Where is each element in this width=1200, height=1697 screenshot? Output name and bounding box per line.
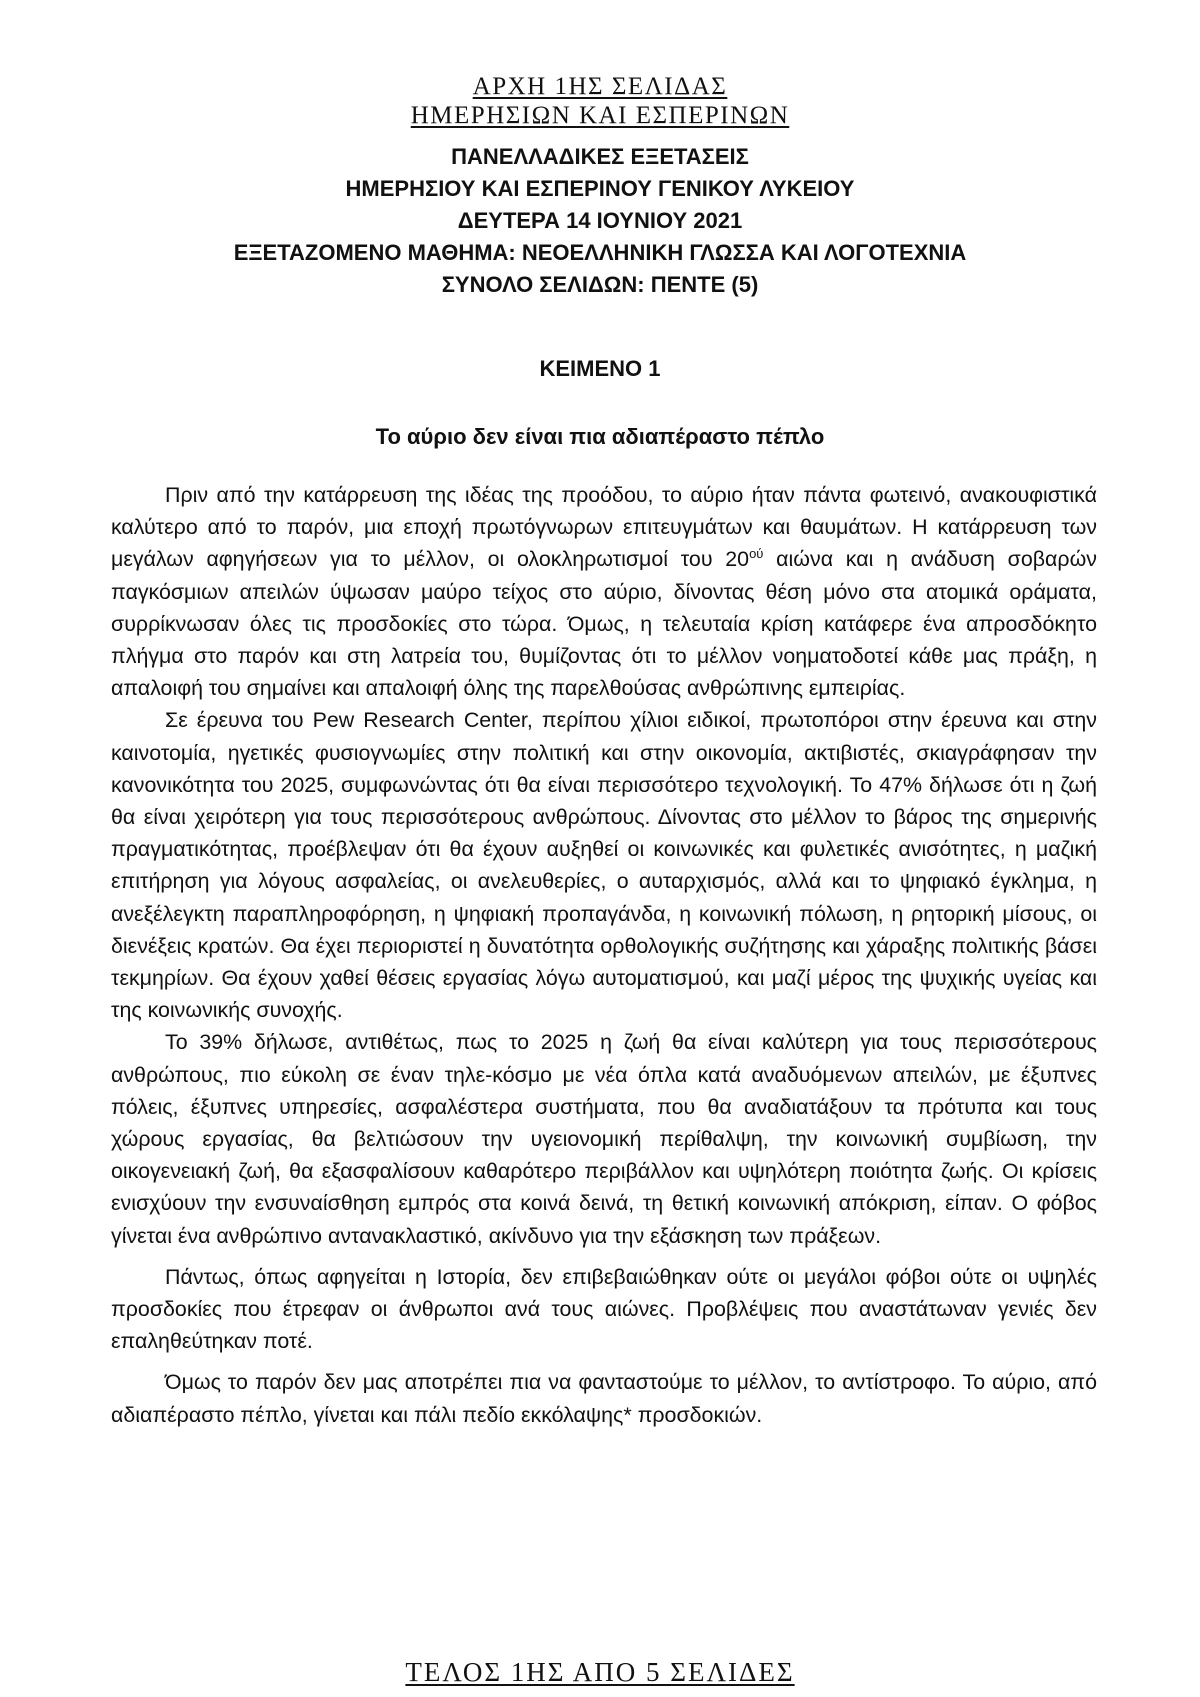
page-footer [0, 1658, 1200, 1687]
exam-school: ΗΜΕΡΗΣΙΟΥ ΚΑΙ ΕΣΠΕΡΙΝΟΥ ΓΕΝΙΚΟΥ ΛΥΚΕΙΟΥ [345, 176, 855, 201]
exam-date: ΔΕΥΤΕΡΑ 14 ΙΟΥΝΙΟΥ 2021 [457, 208, 743, 233]
header-page-start: ΑΡΧΗ 1ΗΣ ΣΕΛΙΔΑΣ [472, 73, 728, 100]
article-title: Το αύριο δεν είναι πια αδιαπέραστο πέπλο [375, 424, 825, 449]
paragraph-1-part-b: αιώνα και η ανάδυση σοβαρών παγκόσμιων απειλών ύψωσαν μαύρο τείχος στο αύριο, δίνοντας θέση μόνο στα ατομικά οράματα, συρρίκνωσαν όλες τις προσδοκίες στο τώρα. Όμως, η τελευταία κρίση κατάφερε ένα απροσδόκητο πλήγμα στο παρόν και στη λατρεία του, θυμίζοντας ότι το μέλλον νοηματοδοτεί κάθε μας πράξη, η απαλοιφή του σημαίνει και απαλοιφή όλης της παρελθούσας ανθρώπινης εμπειρίας. [111, 547, 1097, 701]
header-school-type: ΗΜΕΡΗΣΙΩΝ ΚΑΙ ΕΣΠΕΡΙΝΩΝ [410, 102, 790, 129]
paragraph-4: Πάντως, όπως αφηγείται η Ιστορία, δεν επιβεβαιώθηκαν ούτε οι μεγάλοι φόβοι ούτε οι υψηλές προσδοκίες που έτρεφαν οι άνθρωποι ανά τους αιώνες. Προβλέψεις που αναστάτωναν γενιές δεν επαληθεύτηκαν ποτέ. [111, 1264, 1097, 1354]
article-body [111, 479, 1097, 1431]
footer-page-end: ΤΕΛΟΣ 1ΗΣ ΑΠΟ 5 ΣΕΛΙΔΕΣ [405, 1657, 795, 1687]
exam-title: ΠΑΝΕΛΛΑΔΙΚΕΣ ΕΞΕΤΑΣΕΙΣ [451, 144, 749, 169]
paragraph-3: Το 39% δήλωσε, αντιθέτως, πως το 2025 η ζωή θα είναι καλύτερη για τους περισσότερους ανθρώπους, πιο εύκολη σε έναν τηλε-κόσμο με νέα όπλα κατά αναδυόμενων απειλών, με έξυπνες πόλεις, έξυπνες υπηρεσίες, ασφαλέστερα συστήματα, που θα αναδιατάξουν τα πρότυπα και τους χώρους εργασίας, θα βελτιώσουν την υγειονομική περίθαλψη, την κοινωνική συμβίωση, την οικογενειακή ζωή, θα εξασφαλίσουν καθαρότερο περιβάλλον και υψηλότερη ποιότητα ζωής. Οι κρίσεις ενισχύουν την ενσυναίσθηση εμπρός στα κοινά δεινά, τη θετική κοινωνική απόκριση, είπαν. Ο φόβος γίνεται ένα ανθρώπινο αντανακλαστικό, ακίνδυνο για την εξάσκηση των πράξεων. [111, 1030, 1097, 1248]
exam-heading [0, 141, 1200, 301]
paragraph-2: Σε έρευνα του Pew Research Center, περίπου χίλιοι ειδικοί, πρωτοπόροι στην έρευνα και στην καινοτομία, ηγετικές φυσιογνωμίες στην πολιτική και στην οικονομία, ακτιβιστές, σκιαγράφησαν την κανονικότητα του 2025, συμφωνώντας ότι θα είναι περισσότερο τεχνολογική. Το 47% δήλωσε ότι η ζωή θα είναι χειρότερη για τους περισσότερους ανθρώπους. Δίνοντας στο μέλλον το βάρος της σημερινής πραγματικότητας, προέβλεψαν ότι θα έχουν αυξηθεί οι κοινωνικές και φυλετικές ανισότητες, η μαζική επιτήρηση για λόγους ασφαλείας, οι ανελευθερίες, ο αυταρχισμός, αλλά και το ψηφιακό έγκλημα, η ανεξέλεγκτη παραπληροφόρηση, η ψηφιακή προπαγάνδα, η κοινωνική πόλωση, η ρητορική μίσους, οι διενέξεις κρατών. Θα έχει περιοριστεί η δυνατότητα ορθολογικής συζήτησης και χάραξης πολιτικής βάσει τεκμηρίων. Θα έχουν χαθεί θέσεις εργασίας λόγω αυτοματισμού, και μαζί μέρος της ψυχικής υγείας και της κοινωνικής συνοχής. [111, 708, 1097, 1023]
superscript-ordinal: ού [749, 546, 764, 562]
page-header [0, 72, 1200, 130]
text-label: ΚΕΙΜΕΝΟ 1 [539, 356, 661, 381]
paragraph-5: Όμως το παρόν δεν μας αποτρέπει πια να φανταστούμε το μέλλον, το αντίστροφο. Το αύριο, από αδιαπέραστο πέπλο, γίνεται και πάλι πεδίο εκκόλαψης* προσδοκιών. [111, 1370, 1097, 1427]
paragraph-1-part-a: Πριν από την κατάρρευση της ιδέας της προόδου, το αύριο ήταν πάντα φωτεινό, ανακουφιστικά καλύτερο από το παρόν, μια εποχή πρωτόγνωρων επιτευγμάτων και θαυμάτων. Η κατάρρευση των μεγάλων αφηγήσεων για το μέλλον, οι ολοκληρωτισμοί του 20 [111, 483, 1097, 572]
exam-page-count: ΣΥΝΟΛΟ ΣΕΛΙΔΩΝ: ΠΕΝΤΕ (5) [441, 272, 759, 297]
paragraph-1 [111, 479, 1097, 704]
exam-subject: ΕΞΕΤΑΖΟΜΕΝΟ ΜΑΘΗΜΑ: ΝΕΟΕΛΛΗΝΙΚΗ ΓΛΩΣΣΑ ΚΑΙ ΛΟΓΟΤΕΧΝΙΑ [233, 240, 967, 265]
